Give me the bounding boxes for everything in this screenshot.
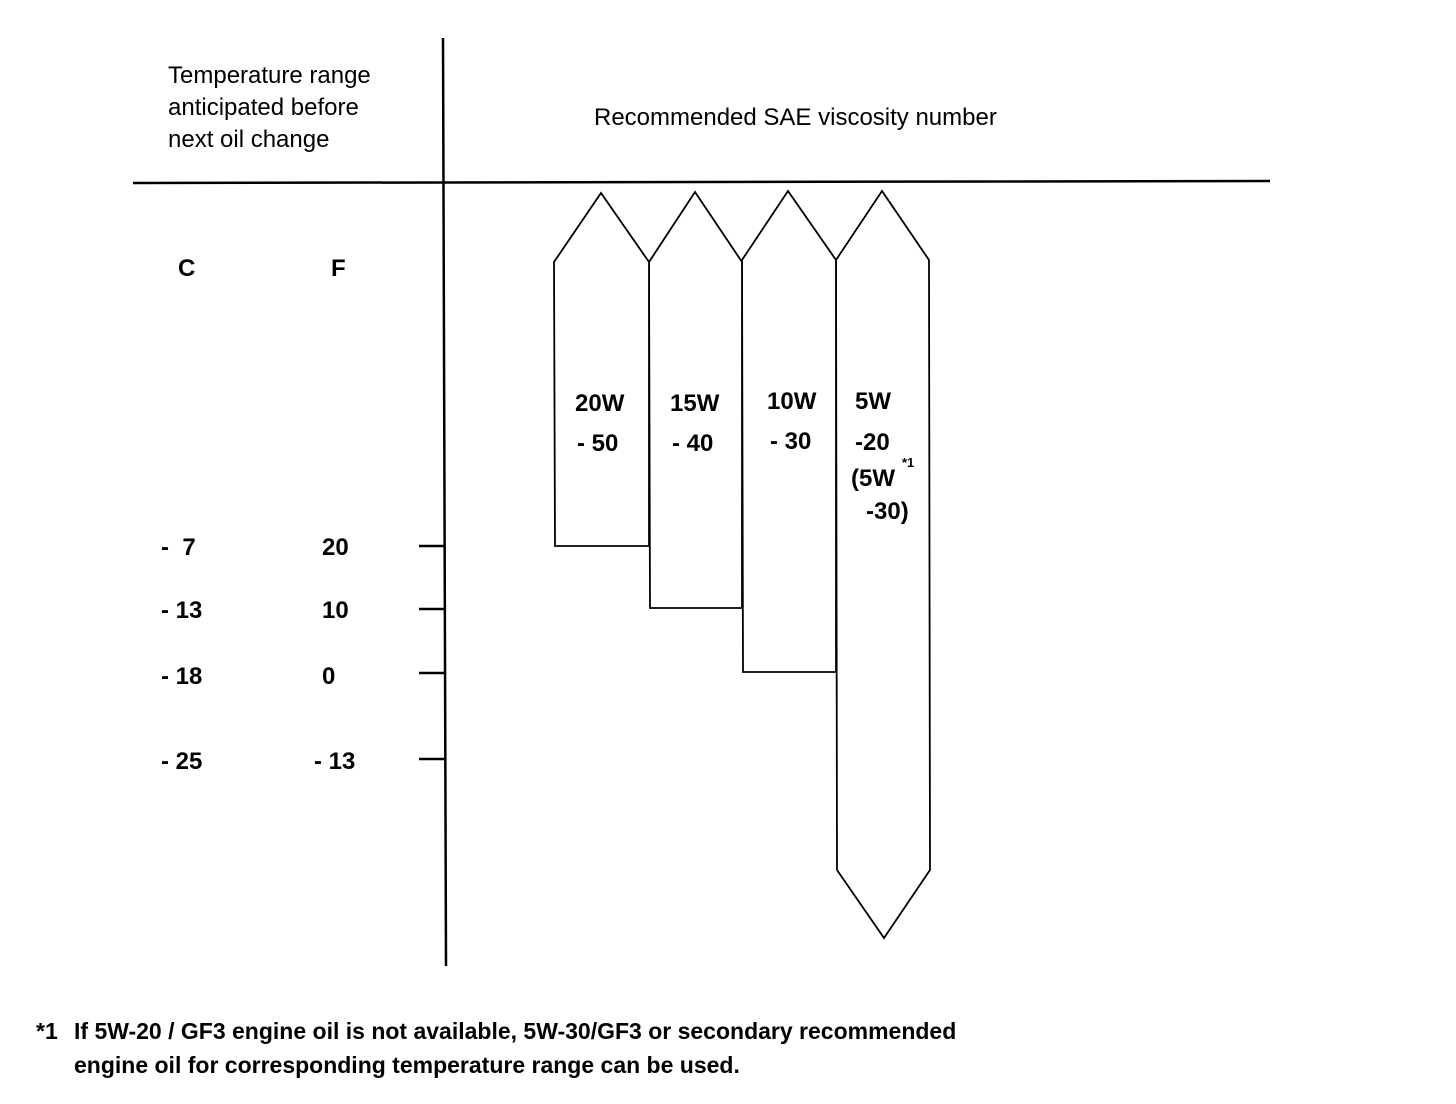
oil-arrow-5w20	[836, 191, 930, 938]
footnote	[36, 1014, 956, 1082]
tick-f-1: 20	[322, 534, 349, 561]
footnote-text-2: engine oil for corresponding temperature range can be used.	[74, 1052, 740, 1078]
oil-label-5w20-alt-prefix: (5W	[851, 465, 895, 492]
tick-c-4: - 25	[161, 748, 203, 775]
horizontal-divider	[133, 181, 1270, 183]
oil-label-10w30-line1: 10W	[767, 388, 817, 415]
tick-c-3: - 18	[161, 663, 203, 690]
tick-f-3: 0	[322, 663, 336, 690]
oil-label-15w40-line1: 15W	[670, 390, 720, 417]
oil-label-5w20-alt-suffix: -30)	[866, 498, 909, 525]
footnote-marker: *1	[36, 1018, 58, 1044]
header-left-line-1: Temperature range	[168, 62, 371, 89]
celsius-label: C	[178, 255, 196, 282]
tick-f-2: 10	[322, 597, 349, 624]
oil-label-10w30-line2: - 30	[770, 428, 812, 455]
oil-label-20w50-line2: - 50	[577, 430, 619, 457]
fahrenheit-label: F	[331, 255, 346, 282]
footnote-text-1: If 5W-20 / GF3 engine oil is not available, 5W-30/GF3 or secondary recommended	[74, 1018, 957, 1044]
tick-c-2: - 13	[161, 597, 203, 624]
footnote-line-1	[36, 1014, 956, 1048]
tick-c-1: - 7	[161, 534, 196, 561]
tick-f-4: - 13	[314, 748, 356, 775]
vertical-divider	[443, 38, 446, 966]
oil-label-5w20-line2: -20	[855, 429, 890, 456]
oil-label-20w50-line1: 20W	[575, 390, 625, 417]
oil-label-5w20-line1: 5W	[855, 388, 891, 415]
oil-arrow-20w50	[554, 193, 649, 546]
oil-label-15w40-line2: - 40	[672, 430, 714, 457]
header-right-title: Recommended SAE viscosity number	[594, 104, 997, 131]
footnote-line-2	[36, 1048, 956, 1082]
oil-label-5w20-alt-sup: *1	[902, 455, 915, 470]
header-left-line-2: anticipated before	[168, 94, 359, 121]
header-left-line-3: next oil change	[168, 126, 330, 153]
